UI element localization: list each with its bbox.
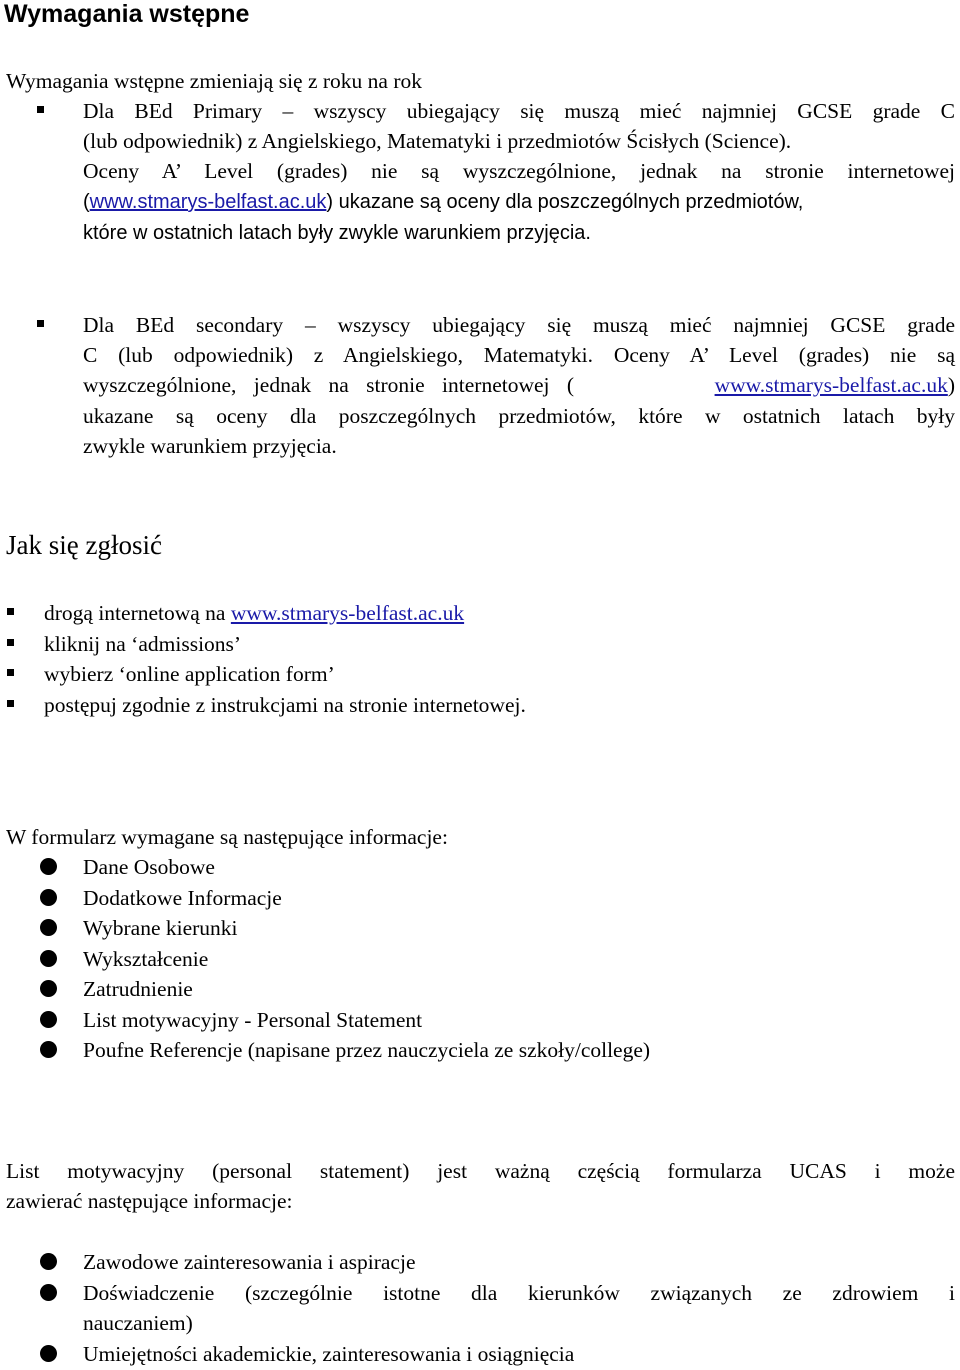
form-item: Wykształcenie <box>83 947 209 971</box>
apply-step-1 <box>44 598 464 628</box>
square-bullet-icon <box>7 669 14 676</box>
round-bullet-icon <box>40 1284 57 1301</box>
round-bullet-icon <box>40 858 57 875</box>
secondary-line-1: Dla BEd secondary – wszyscy ubiegający się muszą mieć najmniej GCSE grade <box>83 313 955 337</box>
round-bullet-icon <box>40 1345 57 1362</box>
square-bullet-icon <box>7 700 14 707</box>
round-bullet-icon <box>40 1041 57 1058</box>
secondary-line-4: ukazane są oceny dla poszczególnych przedmiotów, które w ostatnich latach były <box>83 404 955 428</box>
statement-item: Zawodowe zainteresowania i aspiracje <box>83 1250 416 1274</box>
secondary-line-3 <box>83 370 955 400</box>
secondary-line-3-text: wyszczególnione, jednak na stronie internetowej ( <box>83 373 575 397</box>
form-item: Dodatkowe Informacje <box>83 886 282 910</box>
form-intro: W formularz wymagane są następujące informacje: <box>6 825 448 849</box>
round-bullet-icon <box>40 889 57 906</box>
statement-line-1: List motywacyjny (personal statement) jest ważną częścią formularza UCAS i może <box>6 1159 955 1183</box>
section-heading-requirements: Wymagania wstępne <box>4 0 250 28</box>
paren-open: ( <box>83 191 90 213</box>
intro-text: Wymagania wstępne zmieniają się z roku na rok <box>6 69 423 93</box>
statement-item: Doświadczenie (szczególnie istotne dla kierunków związanych ze zdrowiem i <box>83 1281 955 1305</box>
form-item: List motywacyjny - Personal Statement <box>83 1008 423 1032</box>
square-bullet-icon <box>37 320 44 327</box>
round-bullet-icon <box>40 950 57 967</box>
paren-close: ) <box>947 373 955 397</box>
square-bullet-icon <box>7 639 14 646</box>
form-item: Zatrudnienie <box>83 977 193 1001</box>
round-bullet-icon <box>40 1011 57 1028</box>
statement-line-2: zawierać następujące informacje: <box>6 1189 293 1213</box>
secondary-line-2: C (lub odpowiednik) z Angielskiego, Matematyki. Oceny A’ Level (grades) nie są <box>83 343 955 367</box>
primary-line-3: Oceny A’ Level (grades) nie są wyszczególnione, jednak na stronie internetowej <box>83 159 955 183</box>
primary-line-4-tail: ) ukazane są oceny dla poszczególnych przedmiotów, <box>326 191 804 213</box>
square-bullet-icon <box>7 608 14 615</box>
website-link[interactable]: www.stmarys-belfast.ac.uk <box>230 601 465 625</box>
website-link[interactable]: www.stmarys-belfast.ac.uk <box>89 191 327 213</box>
statement-item-continued: nauczaniem) <box>83 1311 193 1335</box>
apply-step-1-text: drogą internetową na <box>44 601 231 625</box>
secondary-line-5: zwykle warunkiem przyjęcia. <box>83 434 337 458</box>
primary-line-4 <box>83 187 803 217</box>
apply-step-3: wybierz ‘online application form’ <box>44 662 335 686</box>
section-heading-apply: Jak się zgłosić <box>6 530 162 560</box>
website-link[interactable]: www.stmarys-belfast.ac.uk <box>714 373 948 397</box>
primary-line-2: (lub odpowiednik) z Angielskiego, Matematyki i przedmiotów Ścisłych (Science). <box>83 129 792 153</box>
secondary-link-wrap <box>715 370 955 400</box>
primary-line-1: Dla BEd Primary – wszyscy ubiegający się muszą mieć najmniej GCSE grade C <box>83 99 955 123</box>
form-item: Wybrane kierunki <box>83 916 238 940</box>
round-bullet-icon <box>40 980 57 997</box>
square-bullet-icon <box>37 106 44 113</box>
form-item: Dane Osobowe <box>83 855 215 879</box>
form-item: Poufne Referencje (napisane przez nauczyciela ze szkoły/college) <box>83 1038 651 1062</box>
primary-line-5: które w ostatnich latach były zwykle warunkiem przyjęcia. <box>83 222 591 244</box>
round-bullet-icon <box>40 1253 57 1270</box>
apply-step-4: postępuj zgodnie z instrukcjami na stronie internetowej. <box>44 693 526 717</box>
statement-item: Umiejętności akademickie, zainteresowania i osiągnięcia <box>83 1342 575 1366</box>
round-bullet-icon <box>40 919 57 936</box>
apply-step-2: kliknij na ‘admissions’ <box>44 632 242 656</box>
